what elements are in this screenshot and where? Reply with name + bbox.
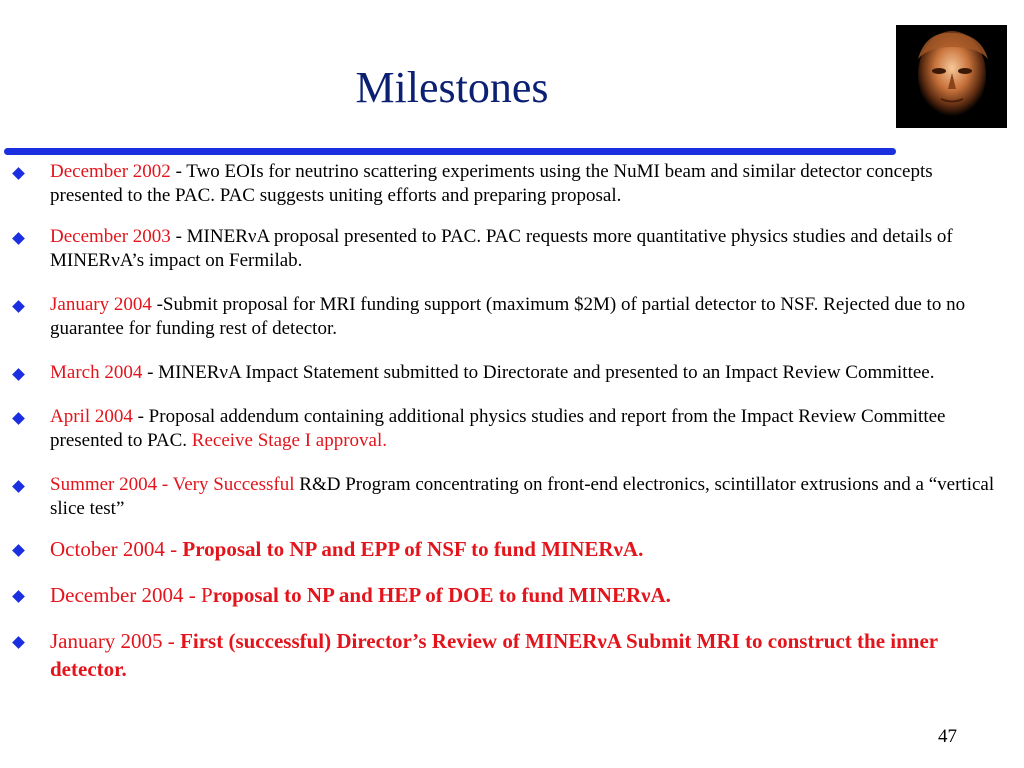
milestone-text: R&D Program concentrating on front-end electronics, scintillator extrusions and a “vertical slice test”	[50, 474, 995, 519]
milestone-text: -Submit proposal for MRI funding support (maximum $2M) of partial detector to NSF. Rejected due to no guarantee for funding rest of detector.	[50, 294, 966, 339]
milestone-date: Summer 2004 - Very Successful	[50, 474, 295, 495]
diamond-bullet-icon	[12, 232, 25, 245]
list-item	[10, 361, 1000, 385]
list-item	[10, 627, 1000, 683]
diamond-bullet-icon	[12, 480, 25, 493]
diamond-bullet-icon	[12, 636, 25, 649]
milestone-date: March 2004	[50, 362, 143, 383]
logo-image	[896, 25, 1007, 128]
slide-title: Milestones	[355, 63, 549, 112]
title-divider	[4, 148, 896, 155]
list-item	[10, 225, 1000, 273]
page-number: 47	[938, 726, 957, 747]
milestone-text: - Two EOIs for neutrino scattering experiments using the NuMI beam and similar detector concepts presented to the PAC. PAC suggests uniting efforts and preparing proposal.	[50, 161, 933, 206]
milestone-date: April 2004	[50, 406, 133, 427]
milestone-date: December 2003	[50, 226, 171, 247]
diamond-bullet-icon	[12, 167, 25, 180]
face-sculpture-icon	[896, 25, 1007, 128]
milestone-text: - MINERνA proposal presented to PAC. PAC requests more quantitative physics studies and details of MINERνA’s impact on Fermilab.	[50, 226, 953, 271]
list-item	[10, 405, 1000, 453]
milestone-date: December 2004 - P	[50, 583, 213, 607]
list-item	[10, 535, 1000, 563]
milestone-bold-text: roposal to NP and HEP of DOE to fund MINERνA.	[212, 583, 671, 607]
milestone-list	[10, 160, 1000, 683]
milestone-date: December 2002	[50, 161, 171, 182]
milestone-date: January 2005 -	[50, 629, 181, 653]
milestone-text: - Proposal addendum containing additional physics studies and report from the Impact Review Committee presented to PAC.	[50, 406, 946, 451]
milestone-date: January 2004	[50, 294, 152, 315]
milestone-date: October 2004 -	[50, 537, 183, 561]
diamond-bullet-icon	[12, 300, 25, 313]
list-item	[10, 160, 1000, 208]
list-item	[10, 581, 1000, 609]
milestone-text: - MINERνA Impact Statement submitted to Directorate and presented to an Impact Review Committee.	[142, 362, 935, 383]
diamond-bullet-icon	[12, 544, 25, 557]
approval-highlight: Receive Stage I approval.	[191, 430, 387, 451]
diamond-bullet-icon	[12, 412, 25, 425]
list-item	[10, 293, 1000, 341]
milestone-bold-text: First (successful) Director’s Review of MINERνA Submit MRI to construct the inner detector.	[50, 629, 938, 681]
milestone-bold-text: Proposal to NP and EPP of NSF to fund MINERνA.	[182, 537, 644, 561]
diamond-bullet-icon	[12, 368, 25, 381]
list-item	[10, 473, 1000, 521]
diamond-bullet-icon	[12, 590, 25, 603]
